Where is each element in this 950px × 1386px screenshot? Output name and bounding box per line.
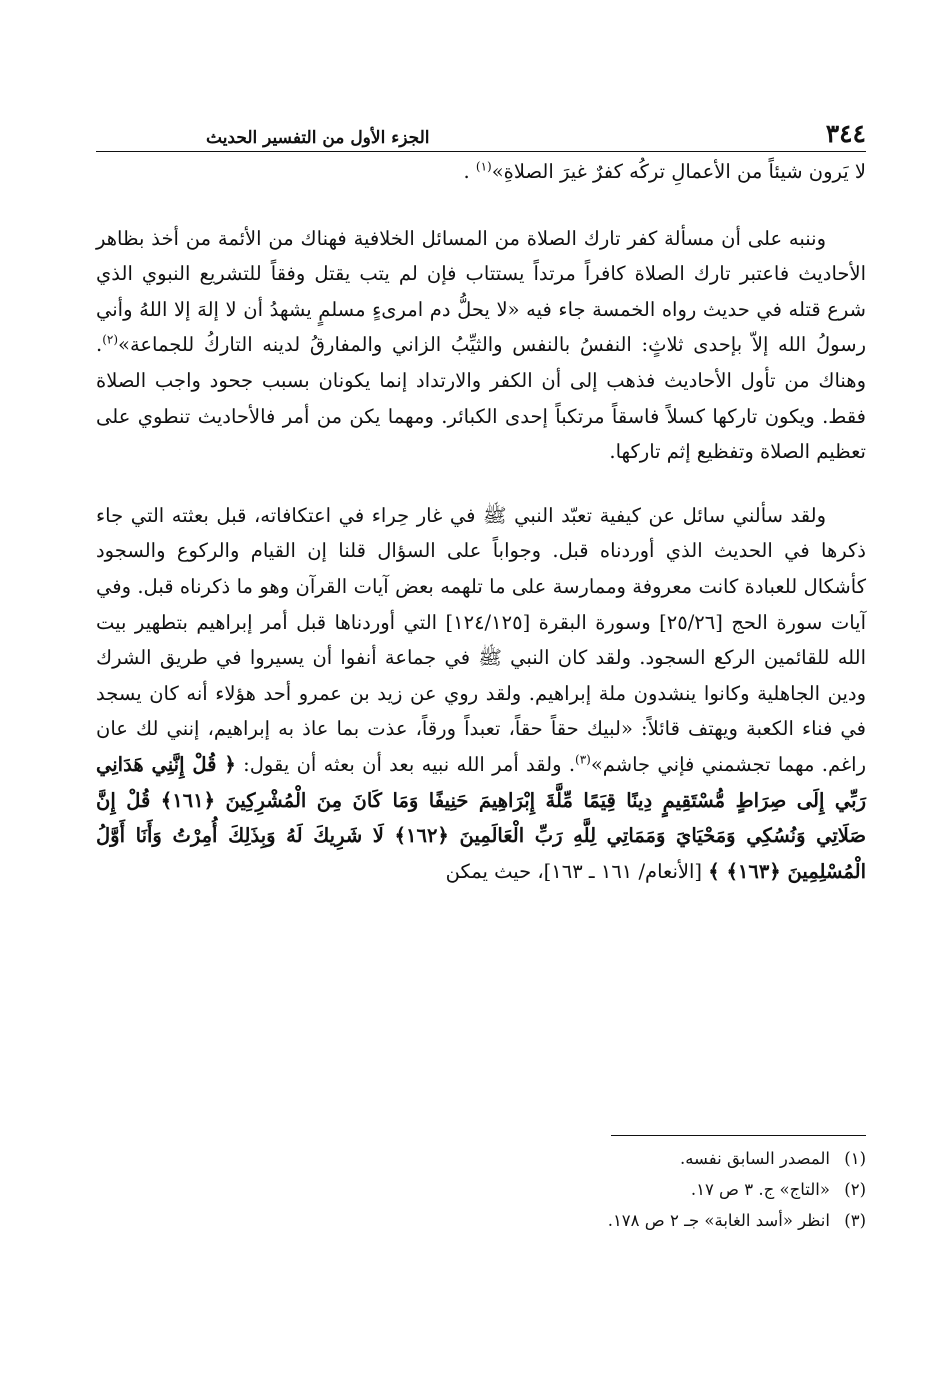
book-page bbox=[96, 0, 866, 1386]
footnote-number: (٢) bbox=[844, 1180, 866, 1199]
footnote-item bbox=[96, 1143, 866, 1174]
paragraph-text: . bbox=[463, 160, 476, 183]
footnote-text: «التاج» ج. ٣ ص ١٧. bbox=[690, 1180, 830, 1199]
footnote-number: (٣) bbox=[844, 1211, 866, 1230]
footnote-ref-2[interactable]: (٢) bbox=[102, 332, 119, 347]
quran-verse: ﴿ قُلْ إِنَّنِي هَدَانِي رَبِّي إِلَى صِرَاطٍ مُّسْتَقِيمٍ دِينًا قِيَمًا مِّلَّةَ إِبْرَاهِيمَ حَنِيفًا وَمَا كَانَ مِنَ الْمُشْرِكِينَ ﴿١٦١﴾ قُلْ إِنَّ صَلَاتِي وَنُسُكِي وَمَحْيَايَ وَمَمَاتِي لِلَّهِ رَبِّ الْعَالَمِينَ ﴿١٦٢﴾ لَا شَرِيكَ لَهُ وَبِذَلِكَ أُمِرْتُ وَأَنَا أَوَّلُ الْمُسْلِمِينَ ﴿١٦٣﴾ ﴾ bbox=[96, 752, 866, 883]
paragraph-hira-worship bbox=[96, 498, 866, 890]
footnote-item bbox=[96, 1205, 866, 1236]
paragraph-text: لا يَرون شيئاً من الأعمالِ تركُه كفرٌ غيرَ الصلاةِ» bbox=[491, 160, 866, 183]
paragraph-text: [الأنعام/ ١٦١ ـ ١٦٣]، حيث يمكن bbox=[445, 859, 709, 883]
footnote-number: (١) bbox=[844, 1149, 866, 1168]
page-number: ٣٤٤ bbox=[825, 119, 866, 148]
paragraph-text: . وهناك من تأول الأحاديث فذهب إلى أن الكفر والارتداد إنما يكونان بسبب جحود واجب الصلاة فقط. ويكون تاركها كسلاً فاسقاً مرتكباً إحدى الكبائر. ومهما يكن من أمر فالأحاديث تنطوي على تعظيم الصلاة وتفظيع إثم تاركها. bbox=[96, 333, 866, 464]
footnote-item bbox=[96, 1174, 866, 1205]
header-divider bbox=[96, 151, 866, 152]
book-title: الجزء الأول من التفسير الحديث bbox=[206, 128, 430, 148]
main-text bbox=[96, 154, 866, 889]
footnotes bbox=[96, 1143, 866, 1236]
paragraph-continuation bbox=[96, 154, 866, 190]
paragraph-text: ولقد سألني سائل عن كيفية تعبّد النبي ﷺ في غار حِراء في اعتكافاته، قبل بعثته التي جاء ذكرها في الحديث الذي أوردناه قبل. وجواباً على السؤال قلنا إن القيام والركوع والسجود كأشكال للعبادة كانت معروفة وممارسة على ما تلهمه بعض آيات القرآن وهو ما ذكرناه قبل. وفي آيات سورة الحج [٢٥/٢٦] وسورة البقرة [١٢٤/١٢٥] التي أوردناها قبل أمر إبراهيم بتطهير بيت الله للقائمين الركع السجود. ولقد كان النبي ﷺ في جماعة أنفوا أن يسيروا في طريق الشرك ودين الجاهلية وكانوا ينشدون ملة إبراهيم. ولقد روي عن زيد بن عمرو أحد هؤلاء أنه كان يسجد في فناء الكعبة ويهتف قائلاً: «لبيك حقاً حقاً، تعبداً ورقاً، عذت بما عاذ به إبراهيم، إنني لك عان راغم. مهما تجشمني فإني جاشم» bbox=[96, 503, 866, 776]
footnote-text: انظر «أسد الغابة» جـ ٢ ص ١٧٨. bbox=[607, 1211, 830, 1230]
footnote-ref-3[interactable]: (٣) bbox=[575, 752, 591, 767]
footnote-ref-1[interactable]: (١) bbox=[475, 159, 492, 174]
paragraph-text: وننبه على أن مسألة كفر تارك الصلاة من المسائل الخلافية فهناك من الأئمة من أخذ بظاهر الأحاديث فاعتبر تارك الصلاة كافراً مرتداً يستتاب فإن لم يتب يقتل وفقاً للتشريع النبوي الذي شرع قتله في حديث رواه الخمسة جاء فيه «لا يحلُّ دم امرىءٍ مسلمٍ يشهدُ أن لا إلهَ إلا اللهُ وأني رسولُ الله إلاّ بإحدى ثلاثٍ: النفسُ بالنفس والثيِّبُ الزاني والمفارقُ لدينه التاركُ للجماعة» bbox=[96, 226, 866, 357]
footnote-text: المصدر السابق نفسه. bbox=[679, 1149, 830, 1168]
footnote-divider bbox=[611, 1135, 866, 1136]
running-header bbox=[96, 108, 866, 148]
paragraph-text: . ولقد أمر الله نبيه بعد أن بعثه أن يقول: bbox=[235, 752, 576, 776]
paragraph-prayer-ruling bbox=[96, 221, 866, 470]
